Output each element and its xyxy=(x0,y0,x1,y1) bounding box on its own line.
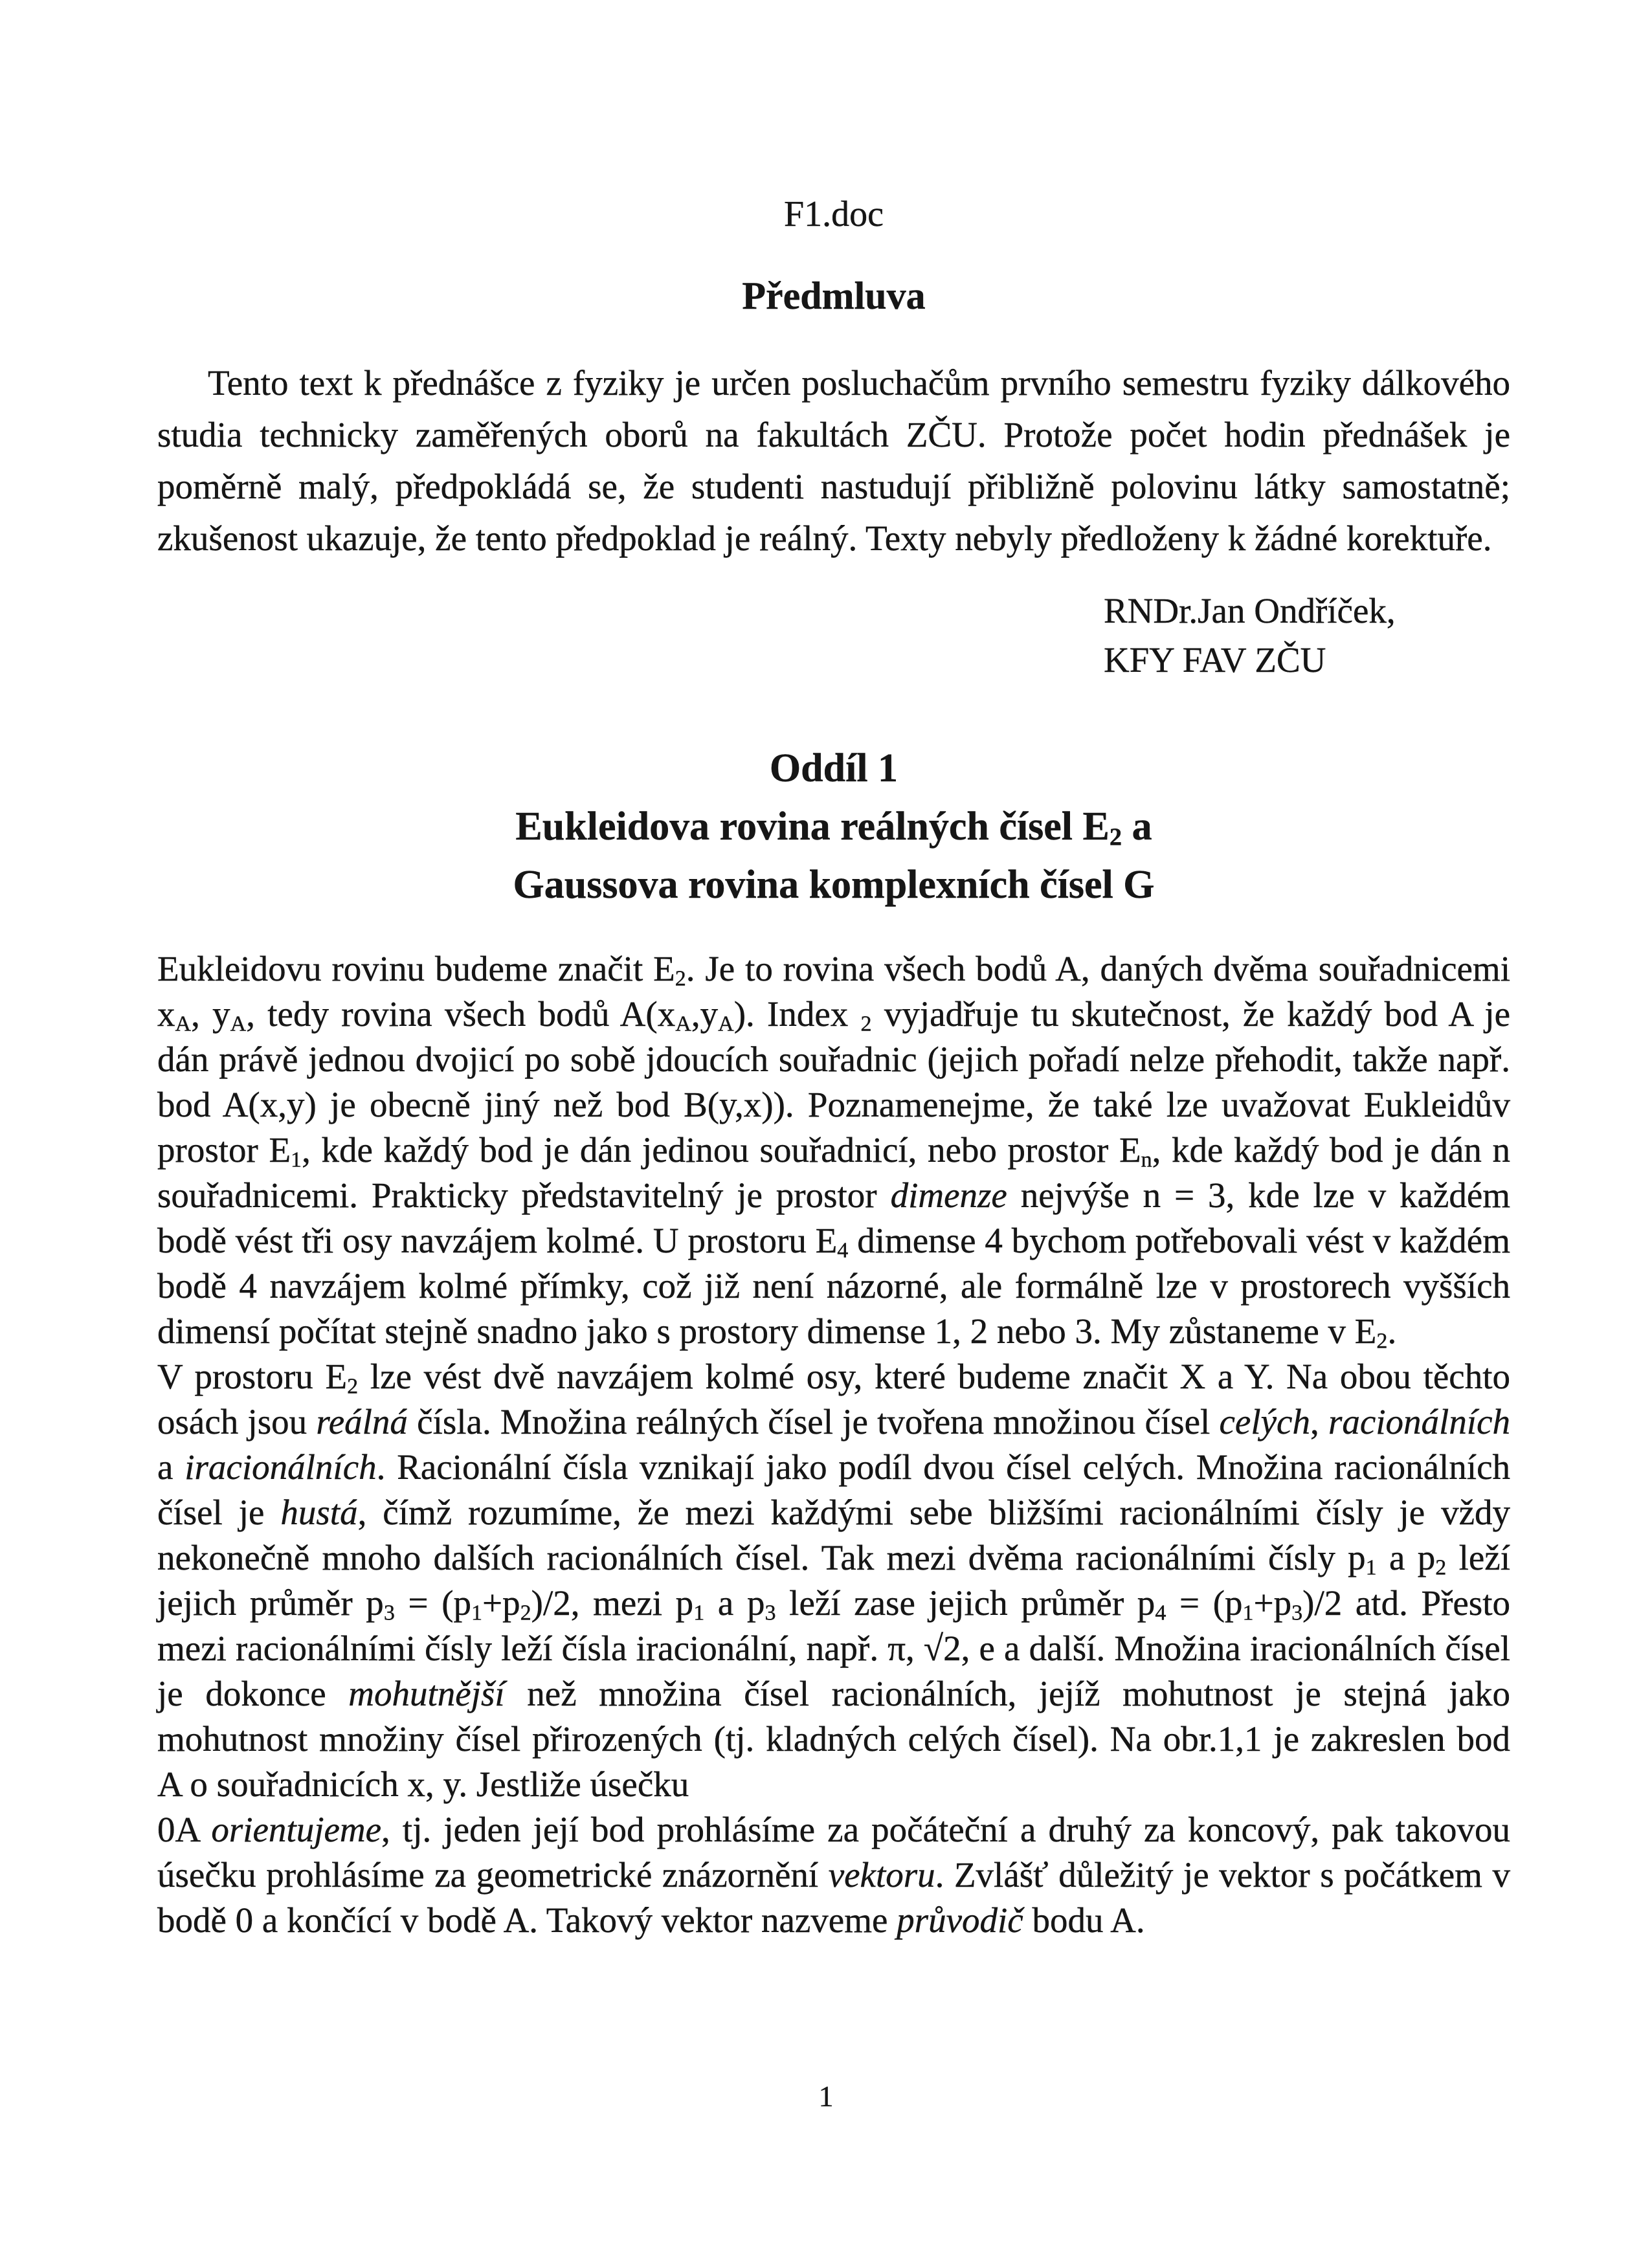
signature-block xyxy=(1104,586,1510,685)
page-content xyxy=(157,0,1510,1943)
section-title-line-1: Eukleidova rovina reálných čísel $E_2$ a xyxy=(515,805,1152,851)
body-paragraph-3: 0A orientujeme, tj. jeden její bod prohlásíme za počáteční a druhý za koncový, pak takovou úsečku prohlásíme za geometrické znázornění vektoru. Zvlášť důležitý je vektor s počátkem v bodě 0 a končící v bodě A. Takový vektor nazveme průvodič bodu A. xyxy=(157,1810,1511,1940)
body-paragraph-1: Eukleidovu rovinu budeme značit $E_2$. Je to rovina všech bodů A, daných dvěma souřadnicemi $x_A$, $y_A$, tedy rovina všech bodů $A(x_A,y_A)$. Index $_2$ vyjadřuje tu skutečnost, že každý bod A je dán právě jednou dvojicí po sobě jdoucích souřadnic (jejich pořadí nelze přehodit, takže např. bod A(x,y) je obecně jiný než bod B(y,x)). Poznamenejme, že také lze uvažovat Eukleidův prostor $E_1$, kde každý bod je dán jedinou souřadnicí, nebo prostor $E_n$, kde každý bod je dán n souřadnicemi. Prakticky představitelný je prostor dimenze nejvýše n = 3, kde lze v každém bodě vést tři osy navzájem kolmé. U prostoru $E_4$ dimense 4 bychom potřebovali vést v každém bodě 4 navzájem kolmé přímky, což již není názorné, ale formálně lze v prostorech vyšších dimensí počítat stejně snadno jako s prostory dimense 1, 2 nebo 3. My zůstaneme v $E_2$. xyxy=(157,949,1511,1353)
body-paragraph-2: V prostoru $E_2$ lze vést dvě navzájem kolmé osy, které budeme značit X a Y. Na obou těchto osách jsou reálná čísla. Množina reálných čísel je tvořena množinou čísel celých, racionálních a iracionálních. Racionální čísla vznikají jako podíl dvou čísel celých. Množina racionálních čísel je hustá, čímž rozumíme, že mezi každými sebe bližšími racionálními čísly je vždy nekonečně mnoho dalších racionálních čísel. Tak mezi dvěma racionálními čísly $p_1$ a $p_2$ leží jejich průměr $p_3 = (p_1+p_2)/2$, mezi $p_1$ a $p_3$ leží zase jejich průměr $p_4 = (p_1+p_3)/2$ atd. Přesto mezi racionálními čísly leží čísla iracionální, např. π, √2, e a další. Množina iracionálních čísel je dokonce mohutnější než množina čísel racionálních, jejíž mohutnost je stejná jako mohutnost množiny čísel přirozených (tj. kladných celých čísel). Na obr.1,1 je zakreslen bod A o souřadnicích x, y. Jestliže úsečku xyxy=(157,1357,1511,1804)
preface-heading: Předmluva xyxy=(742,274,926,317)
page-number: 1 xyxy=(818,2080,834,2113)
signature-affiliation: KFY FAV ZČU xyxy=(1104,640,1326,680)
signature-name: RNDr.Jan Ondříček, xyxy=(1104,591,1396,630)
body-text xyxy=(157,946,1510,1943)
preface-paragraph: Tento text k přednášce z fyziky je určen posluchačům prvního semestru fyziky dálkového studia technicky zaměřených oborů na fakultách ZČU. Protože počet hodin přednášek je poměrně malý, předpokládá se, že studenti nastudují přibližně polovinu látky samostatně; zkušenost ukazuje, že tento předpoklad je reálný. Texty nebyly předloženy k žádné korektuře. xyxy=(157,363,1510,558)
section-heading xyxy=(157,739,1510,914)
section-number-heading: Oddíl 1 xyxy=(769,746,899,790)
doc-filename: F1.doc xyxy=(784,194,884,234)
section-title-line-2: Gaussova rovina komplexních čísel G xyxy=(513,863,1155,907)
